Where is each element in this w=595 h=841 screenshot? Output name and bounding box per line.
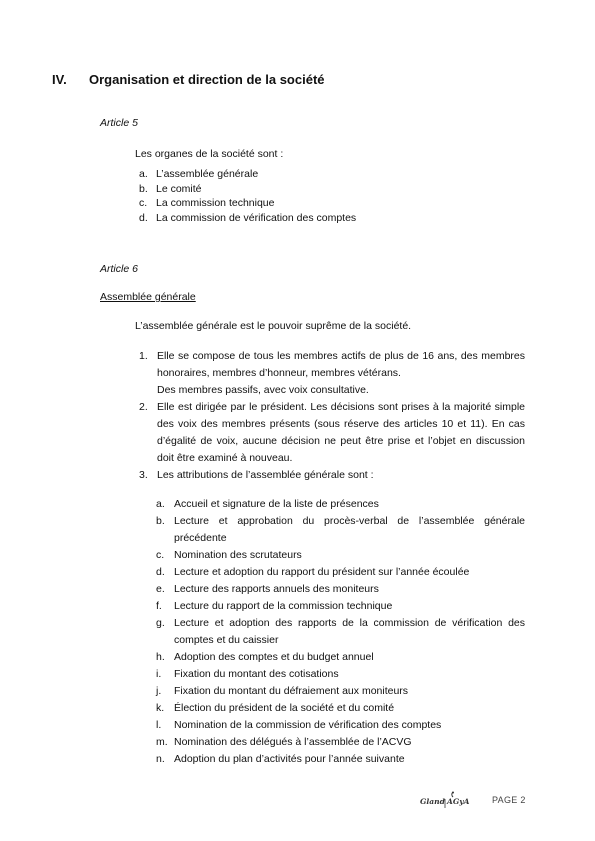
list-item — [156, 547, 525, 564]
list-marker: b. — [139, 182, 148, 195]
list-item — [156, 649, 525, 666]
list-item-text: Élection du président de la société et du comité — [174, 702, 395, 714]
list-marker: a. — [156, 498, 165, 510]
list-item-text: Lecture et adoption des rapports de la commission de vérification des comptes et du caissier — [174, 617, 525, 646]
list-item — [156, 513, 525, 547]
list-item — [156, 598, 525, 615]
list-marker: n. — [156, 753, 165, 765]
list-item-text: Nomination de la commission de vérification des comptes — [174, 719, 442, 731]
organs-list — [139, 167, 356, 226]
list-item-text: Adoption du plan d’activités pour l’année suivante — [174, 753, 405, 765]
list-item-text: Fixation du montant du défraiement aux moniteurs — [174, 685, 409, 697]
list-marker: d. — [139, 212, 148, 225]
list-item — [139, 467, 525, 484]
list-item-text: Nomination des scrutateurs — [174, 549, 302, 561]
section-title: Organisation et direction de la société — [89, 72, 325, 87]
list-marker: g. — [156, 617, 165, 629]
page-number: PAGE 2 — [492, 795, 526, 805]
article-5-label: Article 5 — [100, 117, 138, 129]
list-marker: 3. — [139, 469, 148, 481]
list-item — [156, 717, 525, 734]
list-item — [156, 615, 525, 649]
list-item — [156, 564, 525, 581]
section-number: IV. — [52, 72, 67, 87]
list-item — [139, 196, 356, 211]
list-marker: f. — [156, 600, 162, 612]
list-marker: i. — [156, 668, 162, 680]
list-item — [139, 348, 525, 399]
list-item-extra: Des membres passifs, avec voix consultative. — [157, 384, 369, 396]
list-marker: m. — [156, 736, 168, 748]
section-heading — [52, 72, 325, 87]
list-item-text: Accueil et signature de la liste de présences — [174, 498, 379, 510]
list-item-text: Lecture du rapport de la commission technique — [174, 600, 393, 612]
list-marker: d. — [156, 566, 165, 578]
list-marker: j. — [156, 685, 162, 697]
article-6-label: Article 6 — [100, 263, 138, 275]
article-6-intro: L’assemblée générale est le pouvoir suprême de la société. — [135, 320, 412, 332]
list-item-text: Nomination des délégués à l’assemblée de l’ACVG — [174, 736, 412, 748]
list-item — [156, 700, 525, 717]
list-marker: k. — [156, 702, 165, 714]
list-item — [139, 211, 356, 226]
list-marker: c. — [156, 549, 165, 561]
list-item — [156, 734, 525, 751]
list-marker: 2. — [139, 401, 148, 413]
list-marker: l. — [156, 719, 162, 731]
assembly-rules-list — [139, 348, 525, 484]
list-item — [156, 496, 525, 513]
list-item-text: La commission technique — [156, 197, 275, 210]
list-item-text: Lecture et adoption du rapport du président sur l’année écoulée — [174, 566, 470, 578]
list-marker: a. — [139, 168, 148, 180]
article-5-intro: Les organes de la société sont : — [135, 148, 284, 160]
list-marker: c. — [139, 197, 148, 210]
article-6-heading: Assemblée générale — [100, 291, 196, 303]
list-item-text: Fixation du montant des cotisations — [174, 668, 339, 680]
list-item — [156, 666, 525, 683]
list-marker: 1. — [139, 350, 148, 362]
attributions-list — [156, 496, 525, 768]
list-item — [156, 683, 525, 700]
club-logo — [420, 791, 478, 809]
list-item-text: Lecture et approbation du procès-verbal de l’assemblée générale précédente — [174, 515, 525, 544]
list-item-text: Les attributions de l’assemblée générale sont : — [157, 469, 374, 481]
list-item-text: Adoption des comptes et du budget annuel — [174, 651, 374, 663]
list-item — [139, 399, 525, 467]
list-item — [139, 182, 356, 197]
list-item-text: Le comité — [156, 182, 202, 195]
list-item — [139, 167, 356, 182]
list-item-text: La commission de vérification des comptes — [156, 212, 357, 225]
logo-text-right: AGyA — [447, 797, 470, 806]
list-marker: b. — [156, 515, 165, 527]
list-item-text: L’assemblée générale — [156, 168, 259, 180]
list-item-text: Elle se compose de tous les membres actifs de plus de 16 ans, des membres honoraires, membres d’honneur, membres vétérans. — [157, 350, 525, 379]
list-item-text: Lecture des rapports annuels des moniteurs — [174, 583, 379, 595]
list-item-text: Elle est dirigée par le président. Les décisions sont prises à la majorité simple des voix des membres présents (sous réserve des articles 10 et 11). En cas d’égalité de voix, aucune décision ne peut être prise et l’objet en discussion doit être examiné à nouveau. — [157, 401, 525, 464]
list-marker: h. — [156, 651, 165, 663]
logo-text-left: Gland — [420, 797, 445, 806]
list-item — [156, 751, 525, 768]
list-marker: e. — [156, 583, 165, 595]
list-item — [156, 581, 525, 598]
